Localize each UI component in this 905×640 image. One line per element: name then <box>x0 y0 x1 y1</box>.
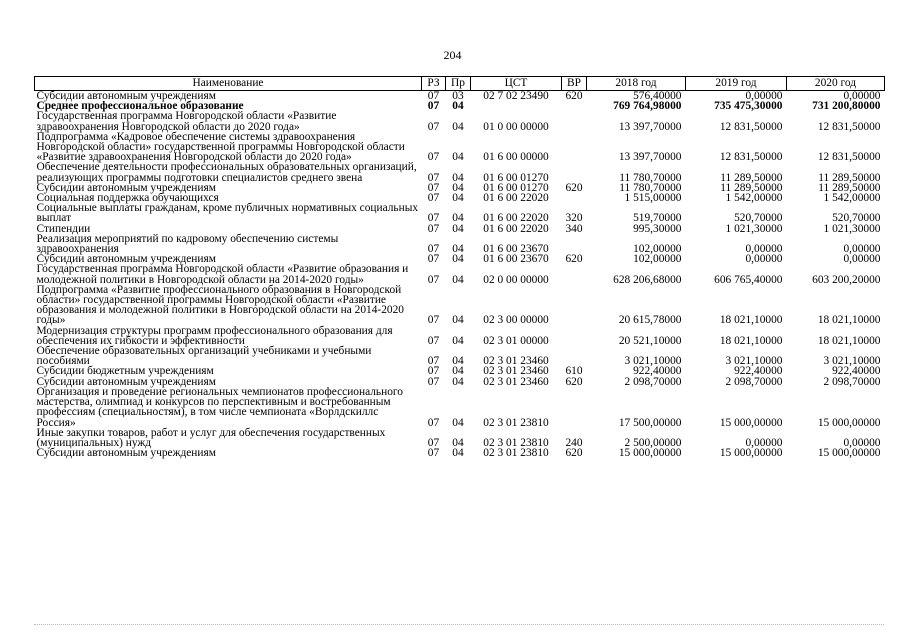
cell-2019: 1 021,30000 <box>725 222 783 235</box>
cell-cst: 02 3 01 23460 <box>483 355 549 368</box>
cell-2018: 17 500,00000 <box>618 416 682 429</box>
cell-vr: 620 <box>565 90 583 102</box>
col-header-2020: 2020 год <box>787 77 885 91</box>
cell-2019: 2 098,70000 <box>725 375 783 388</box>
cell-2018: 13 397,70000 <box>618 120 682 133</box>
cell-2019: 0,00000 <box>745 253 783 266</box>
page-number: 204 <box>443 48 462 62</box>
cell-2020: 11 289,50000 <box>818 171 881 184</box>
table-row <box>35 264 885 284</box>
cell-pr: 04 <box>452 273 464 286</box>
cell-vr: 620 <box>565 181 583 194</box>
table-row <box>35 111 885 131</box>
cell-2018: 922,40000 <box>633 365 682 378</box>
cell-pr: 04 <box>452 100 464 113</box>
col-header-2019: 2019 год <box>686 77 787 91</box>
cell-name: Подпрограмма «Развитие профессионального образования в Новгородской области» государственной программы Новгородской области «Развитие образования и молодежной политики в Новгородской области на 2014-2020 годы» <box>36 283 405 327</box>
col-header-rz: РЗ <box>422 77 446 91</box>
cell-cst: 02 7 02 23490 <box>483 90 549 102</box>
cell-name: Организация и проведение региональных чемпионатов профессионального мастерства, олимпиад и конкурсов по перспективным и востребованным профессиям (специальностям), в том числе чемпионата «Ворлдскиллс Россия» <box>36 385 404 429</box>
cell-vr <box>562 387 587 428</box>
cell-vr: 240 <box>565 436 583 449</box>
cell-2018: 2 500,00000 <box>624 436 682 449</box>
cell-2018: 15 000,00000 <box>618 447 682 460</box>
cell-name: Субсидии автономным учреждениям <box>36 253 216 266</box>
cell-pr: 04 <box>452 375 464 388</box>
cell-2019: 0,00000 <box>745 243 783 256</box>
table-row <box>35 162 885 182</box>
cell-rz: 07 <box>427 314 440 327</box>
cell-rz: 07 <box>427 171 440 184</box>
cell-rz: 07 <box>427 273 440 286</box>
cell-name: Среднее профессиональное образование <box>36 100 244 113</box>
cell-2019: 12 831,50000 <box>719 151 783 164</box>
cell-2018: 13 397,70000 <box>618 151 682 164</box>
cell-rz: 07 <box>427 436 440 449</box>
cell-2018: 995,30000 <box>633 222 682 235</box>
cell-vr: 620 <box>565 447 583 460</box>
cell-2018: 628 206,68000 <box>613 273 682 286</box>
cell-2019: 3 021,10000 <box>725 355 783 368</box>
table-row <box>35 448 885 458</box>
page-bottom-edge <box>34 624 884 628</box>
cell-2019: 520,70000 <box>734 212 783 225</box>
cell-2020: 18 021,10000 <box>817 334 881 347</box>
col-header-cst: ЦСТ <box>471 77 562 91</box>
cell-2019: 11 289,50000 <box>720 181 783 194</box>
cell-cst: 01 6 00 01270 <box>483 171 549 184</box>
cell-name: Обеспечение образовательных организаций учебниками и учебными пособиями <box>36 345 372 368</box>
cell-name: Стипендии <box>36 222 91 235</box>
cell-2020: 0,00000 <box>843 436 881 449</box>
cell-pr: 04 <box>452 243 464 256</box>
cell-rz: 07 <box>427 181 440 194</box>
cell-2020: 731 200,80000 <box>812 100 881 113</box>
cell-vr: 610 <box>565 365 583 378</box>
cell-cst: 01 6 00 01270 <box>483 181 549 194</box>
cell-2019: 12 831,50000 <box>719 120 783 133</box>
cell-2019: 11 289,50000 <box>720 171 783 184</box>
cell-rz: 07 <box>427 334 440 347</box>
cell-vr <box>562 193 587 203</box>
cell-cst: 01 6 00 23670 <box>483 243 549 256</box>
cell-rz: 07 <box>427 416 440 429</box>
cell-2020: 0,00000 <box>843 90 881 102</box>
col-header-name: Наименование <box>35 77 422 91</box>
cell-cst <box>471 101 562 111</box>
cell-rz: 07 <box>427 151 440 164</box>
cell-name: Субсидии автономным учреждениям <box>36 181 216 194</box>
cell-rz: 07 <box>427 375 440 388</box>
cell-2019: 0,00000 <box>745 436 783 449</box>
cell-2019: 18 021,10000 <box>719 314 783 327</box>
cell-pr: 04 <box>452 416 464 429</box>
cell-pr: 04 <box>452 192 464 205</box>
cell-cst: 02 3 01 23810 <box>483 447 549 460</box>
cell-cst: 02 3 01 23460 <box>483 365 549 378</box>
cell-cst: 02 0 00 00000 <box>483 273 549 286</box>
cell-2020: 0,00000 <box>843 243 881 256</box>
cell-pr: 04 <box>452 253 464 266</box>
table-row <box>35 387 885 428</box>
cell-vr <box>562 234 587 254</box>
cell-rz: 07 <box>427 447 440 460</box>
cell-name: Государственная программа Новгородской области «Развитие образования и молодежной политики в Новгородской области на 2014-2020 годы» <box>36 263 409 286</box>
cell-rz: 07 <box>427 222 440 235</box>
cell-2020: 1 021,30000 <box>823 222 881 235</box>
cell-2020: 0,00000 <box>843 253 881 266</box>
cell-rz: 07 <box>427 192 440 205</box>
cell-2019: 1 542,00000 <box>725 192 783 205</box>
cell-name: Субсидии бюджетным учреждениям <box>36 365 214 378</box>
cell-rz: 07 <box>427 365 440 378</box>
cell-2018: 20 615,78000 <box>618 314 682 327</box>
cell-2018: 3 021,10000 <box>624 355 682 368</box>
cell-cst: 02 3 01 00000 <box>483 334 549 347</box>
cell-2018: 769 764,98000 <box>613 100 682 113</box>
table-header <box>35 77 885 91</box>
cell-vr: 620 <box>565 253 583 266</box>
cell-vr <box>562 264 587 284</box>
table-row <box>35 285 885 326</box>
cell-pr: 04 <box>452 181 464 194</box>
cell-rz: 07 <box>427 100 440 113</box>
cell-name: Социальная поддержка обучающихся <box>36 192 219 205</box>
cell-2019: 735 475,30000 <box>714 100 783 113</box>
cell-2020: 12 831,50000 <box>817 151 881 164</box>
cell-2020: 603 200,20000 <box>812 273 881 286</box>
cell-2018: 20 521,10000 <box>618 334 682 347</box>
cell-2018: 519,70000 <box>633 212 682 225</box>
table-row <box>35 326 885 346</box>
cell-vr: 320 <box>565 212 583 225</box>
cell-cst: 02 3 01 23810 <box>483 436 549 449</box>
cell-2020: 3 021,10000 <box>823 355 881 368</box>
table-row <box>35 234 885 254</box>
cell-rz: 07 <box>427 355 440 368</box>
table-row <box>35 428 885 448</box>
cell-pr: 04 <box>452 120 464 133</box>
cell-cst: 01 6 00 22020 <box>483 192 549 205</box>
cell-2020: 18 021,10000 <box>817 314 881 327</box>
cell-cst: 02 3 01 23460 <box>483 375 549 388</box>
cell-2020: 15 000,00000 <box>817 447 881 460</box>
cell-vr <box>562 346 587 366</box>
cell-vr <box>562 326 587 346</box>
cell-pr: 04 <box>452 171 464 184</box>
cell-name: Субсидии автономным учреждениям <box>36 90 216 102</box>
cell-rz: 07 <box>427 90 440 102</box>
cell-cst: 02 3 00 00000 <box>483 314 549 327</box>
cell-pr: 04 <box>452 447 464 460</box>
table-row <box>35 203 885 223</box>
cell-name: Субсидии автономным учреждениям <box>36 375 216 388</box>
cell-2020: 520,70000 <box>832 212 881 225</box>
cell-2018: 576,40000 <box>633 90 682 102</box>
cell-name: Обеспечение деятельности профессиональных образовательных организаций, реализующих программы подготовки специалистов среднего звена <box>36 161 417 184</box>
cell-2018: 11 780,70000 <box>619 171 682 184</box>
cell-pr: 04 <box>452 314 464 327</box>
cell-vr <box>562 132 587 163</box>
cell-rz: 07 <box>427 243 440 256</box>
cell-vr <box>562 162 587 182</box>
cell-cst: 02 3 01 23810 <box>483 416 549 429</box>
cell-2020: 1 542,00000 <box>823 192 881 205</box>
cell-2018: 1 515,00000 <box>624 192 682 205</box>
cell-name: Подпрограмма «Кадровое обеспечение системы здравоохранения Новгородской области» государственной программы Новгородской области «Развитие здравоохранения Новгородской области до 2020 года» <box>36 130 405 164</box>
cell-pr: 03 <box>452 90 464 102</box>
cell-2018: 11 780,70000 <box>619 181 682 194</box>
cell-rz: 07 <box>427 120 440 133</box>
cell-vr: 620 <box>565 375 583 388</box>
cell-cst: 01 6 00 00000 <box>483 151 549 164</box>
cell-name: Государственная программа Новгородской области «Развитие здравоохранения Новгородской области до 2020 года» <box>36 110 337 133</box>
cell-pr: 04 <box>452 212 464 225</box>
col-header-vr: ВР <box>562 77 587 91</box>
cell-rz: 07 <box>427 212 440 225</box>
cell-vr: 340 <box>565 222 583 235</box>
cell-2019: 0,00000 <box>745 90 783 102</box>
cell-name: Социальные выплаты гражданам, кроме публичных нормативных социальных выплат <box>36 202 419 225</box>
cell-pr: 04 <box>452 334 464 347</box>
cell-2020: 12 831,50000 <box>817 120 881 133</box>
cell-2019: 18 021,10000 <box>719 334 783 347</box>
cell-name: Иные закупки товаров, работ и услуг для обеспечения государственных (муниципальных) нужд <box>36 426 386 449</box>
cell-2020: 11 289,50000 <box>818 181 881 194</box>
cell-name: Модернизация структуры программ профессионального образования для обеспечения их гибкости и эффективности <box>36 324 393 347</box>
cell-cst: 01 6 00 22020 <box>483 222 549 235</box>
cell-pr: 04 <box>452 365 464 378</box>
cell-2020: 2 098,70000 <box>823 375 881 388</box>
cell-cst: 01 6 00 22020 <box>483 212 549 225</box>
cell-2019: 15 000,00000 <box>719 416 783 429</box>
cell-2018: 2 098,70000 <box>624 375 682 388</box>
cell-2018: 102,00000 <box>633 243 682 256</box>
cell-2019: 15 000,00000 <box>719 447 783 460</box>
cell-vr <box>562 111 587 131</box>
cell-vr <box>562 101 587 111</box>
cell-2019: 606 765,40000 <box>714 273 783 286</box>
table-row <box>35 346 885 366</box>
budget-table <box>34 76 885 458</box>
cell-vr <box>562 285 587 326</box>
col-header-2018: 2018 год <box>587 77 686 91</box>
cell-name: Субсидии автономным учреждениям <box>36 447 216 460</box>
cell-2020: 922,40000 <box>832 365 881 378</box>
cell-cst: 01 0 00 00000 <box>483 120 549 133</box>
col-header-pr: Пр <box>446 77 471 91</box>
cell-2019: 922,40000 <box>734 365 783 378</box>
cell-2018: 102,00000 <box>633 253 682 266</box>
cell-name: Реализация мероприятий по кадровому обеспечению системы здравоохранения <box>36 232 339 256</box>
cell-pr: 04 <box>452 222 464 235</box>
cell-rz: 07 <box>427 253 440 266</box>
cell-pr: 04 <box>452 151 464 164</box>
cell-cst: 01 6 00 23670 <box>483 253 549 266</box>
table-row <box>35 132 885 163</box>
cell-2020: 15 000,00000 <box>817 416 881 429</box>
cell-pr: 04 <box>452 436 464 449</box>
cell-pr: 04 <box>452 355 464 368</box>
